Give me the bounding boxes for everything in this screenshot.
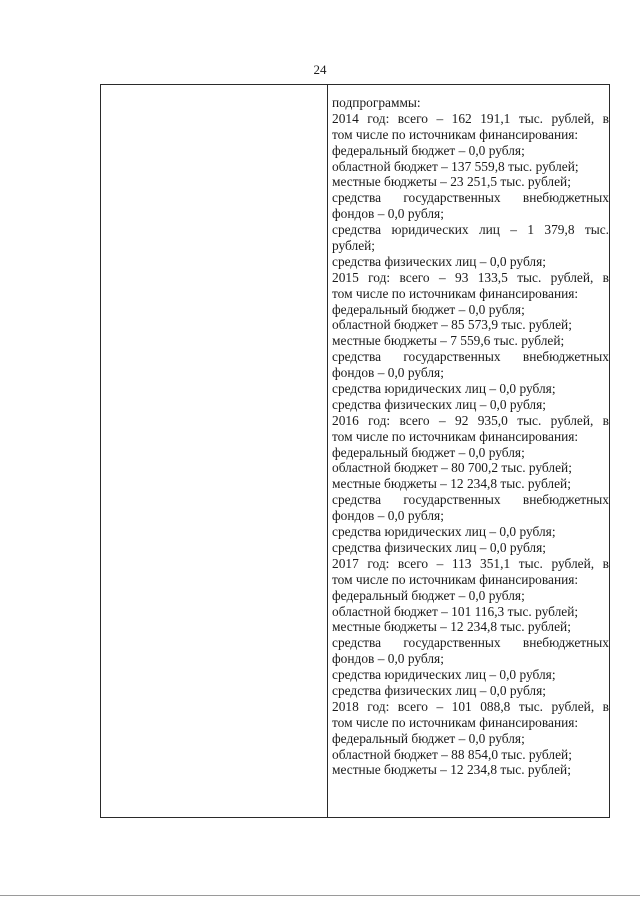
- table-text-line: средства государственных внебюджетных: [332, 492, 609, 508]
- table-text-line: том числе по источникам финансирования:: [332, 428, 579, 444]
- table-text-line: местные бюджеты – 7 559,6 тыс. рублей;: [332, 333, 565, 349]
- table-text-line: средства государственных внебюджетных: [332, 635, 609, 651]
- table-text-line: федеральный бюджет – 0,0 рубля;: [332, 301, 525, 317]
- table-text-line: средства физических лиц – 0,0 рубля;: [332, 253, 546, 269]
- table-text-line: фондов – 0,0 рубля;: [332, 508, 444, 524]
- table-text-line: средства физических лиц – 0,0 рубля;: [332, 682, 546, 698]
- table-text-line: средства государственных внебюджетных: [332, 190, 609, 206]
- table-text-line: областной бюджет – 88 854,0 тыс. рублей;: [332, 746, 572, 762]
- table-text-line: местные бюджеты – 23 251,5 тыс. рублей;: [332, 174, 571, 190]
- table-text-line: фондов – 0,0 рубля;: [332, 365, 444, 381]
- table-text-line: фондов – 0,0 рубля;: [332, 206, 444, 222]
- table-text-line: 2018 год: всего – 101 088,8 тыс. рублей, в: [332, 698, 609, 714]
- table-text-line: том числе по источникам финансирования:: [332, 285, 579, 301]
- table-left-cell: [101, 85, 328, 817]
- table-text-line: фондов – 0,0 рубля;: [332, 651, 444, 667]
- table-text-line: средства физических лиц – 0,0 рубля;: [332, 396, 546, 412]
- table-text-line: средства юридических лиц – 0,0 рубля;: [332, 524, 556, 540]
- table-text-line: областной бюджет – 80 700,2 тыс. рублей;: [332, 460, 572, 476]
- table-text-line: 2016 год: всего – 92 935,0 тыс. рублей, в: [332, 412, 609, 428]
- table-text-line: 2014 год: всего – 162 191,1 тыс. рублей, в: [332, 110, 609, 126]
- table-text-line: том числе по источникам финансирования:: [332, 571, 579, 587]
- table-text-line: федеральный бюджет – 0,0 рубля;: [332, 444, 525, 460]
- table-text-line: федеральный бюджет – 0,0 рубля;: [332, 587, 525, 603]
- table-text-line: том числе по источникам финансирования:: [332, 126, 579, 142]
- table-right-cell: [328, 85, 609, 817]
- table-text-line: средства физических лиц – 0,0 рубля;: [332, 539, 546, 555]
- table-text-line: средства юридических лиц – 0,0 рубля;: [332, 381, 556, 397]
- table-text-line: областной бюджет – 137 559,8 тыс. рублей;: [332, 158, 579, 174]
- table-text-line: федеральный бюджет – 0,0 рубля;: [332, 730, 525, 746]
- table-text-line: местные бюджеты – 12 234,8 тыс. рублей;: [332, 619, 571, 635]
- page-bottom-rule: [0, 895, 640, 896]
- table-text-line: рублей;: [332, 238, 376, 254]
- table-text-line: местные бюджеты – 12 234,8 тыс. рублей;: [332, 762, 571, 778]
- table-text-line: средства государственных внебюджетных: [332, 349, 609, 365]
- table-text-line: средства юридических лиц – 0,0 рубля;: [332, 667, 556, 683]
- table-text-line: 2015 год: всего – 93 133,5 тыс. рублей, в: [332, 269, 609, 285]
- table-text-line: подпрограммы:: [332, 95, 421, 110]
- table-text-line: 2017 год: всего – 113 351,1 тыс. рублей, в: [332, 555, 609, 571]
- funding-table: [100, 84, 610, 818]
- table-text-line: федеральный бюджет – 0,0 рубля;: [332, 142, 525, 158]
- page-number: 24: [313, 62, 327, 77]
- table-text-line: средства юридических лиц – 1 379,8 тыс.: [332, 222, 609, 238]
- table-text-line: областной бюджет – 101 116,3 тыс. рублей;: [332, 603, 579, 619]
- table-text-line: областной бюджет – 85 573,9 тыс. рублей;: [332, 317, 572, 333]
- table-text-line: местные бюджеты – 12 234,8 тыс. рублей;: [332, 476, 571, 492]
- table-text-line: том числе по источникам финансирования:: [332, 714, 579, 730]
